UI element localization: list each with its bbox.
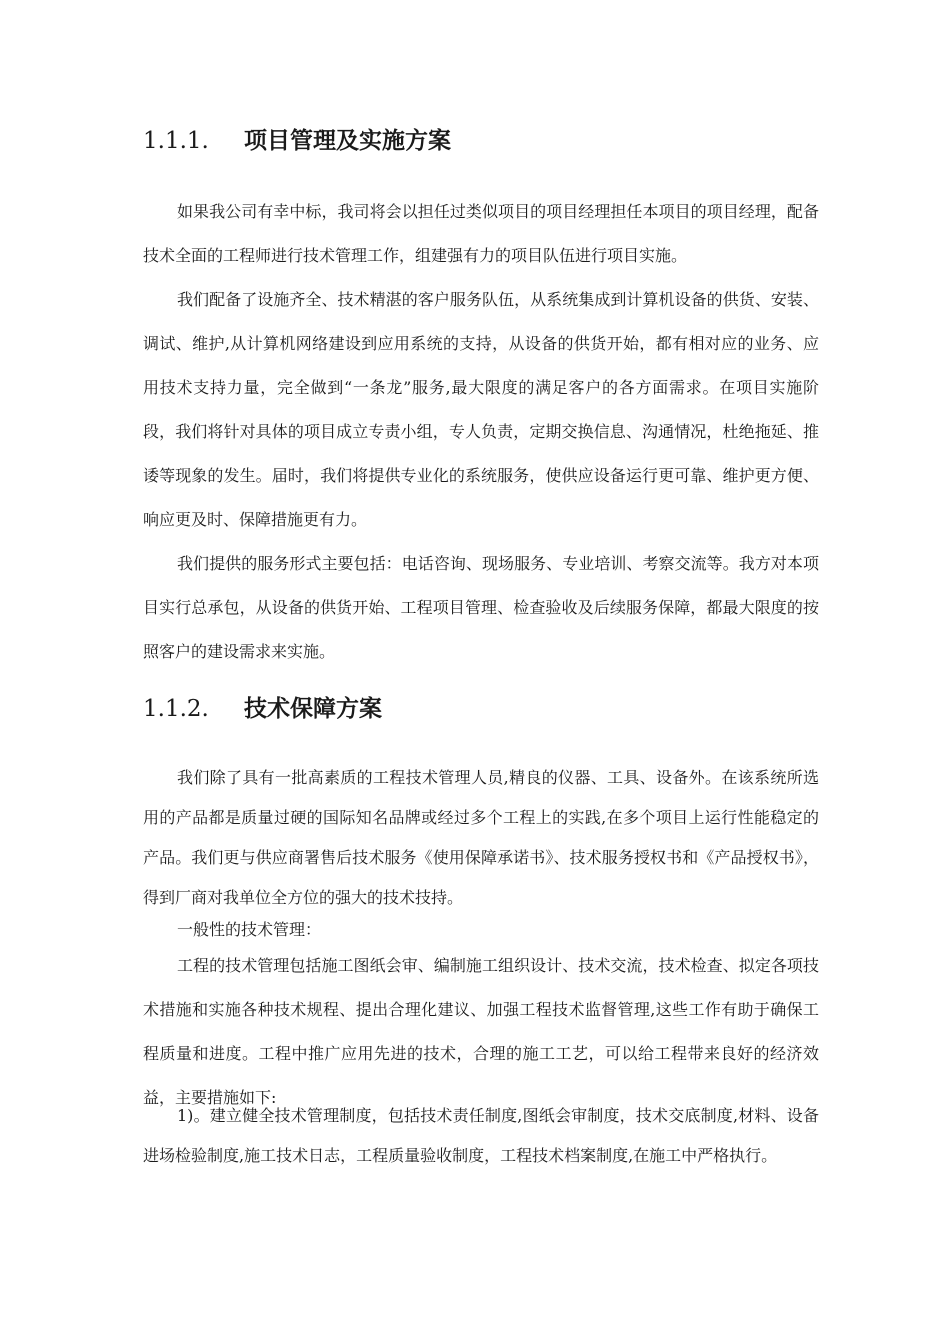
section-number: 1.1.1.	[143, 128, 209, 154]
paragraph: 我们配备了设施齐全、技术精湛的客户服务队伍，从系统集成到计算机设备的供货、安装、调试、维护,从计算机网络建设到应用系统的支持，从设备的供货开始，都有相对应的业务、应用技术支持力量，完全做到“一条龙”服务,最大限度的满足客户的各方面需求。在项目实施阶段，我们将针对具体的项目成立专责小组，专人负责，定期交换信息、沟通情况，杜绝拖延、推诿等现象的发生。届时，我们将提供专业化的系统服务，使供应设备运行更可靠、维护更方便、响应更及时、保障措施更有力。	[143, 290, 819, 529]
paragraph: 我们除了具有一批高素质的工程技术管理人员,精良的仪器、工具、设备外。在该系统所选用的产品都是质量过硬的国际知名品牌或经过多个工程上的实践,在多个项目上运行性能稳定的产品。我们更与供应商署售后技术服务《使用保障承诺书》、技术服务授权书和《产品授权书》，得到厂商对我单位全方位的强大的技术技持。	[143, 768, 819, 907]
list-item: 1)。建立健全技术管理制度，包括技术责任制度,图纸会审制度，技术交底制度,材料、设备进场检验制度,施工技术日志，工程质量验收制度，工程技术档案制度,在施工中严格执行。	[143, 1106, 819, 1165]
section-title: 项目管理及实施方案	[244, 128, 451, 154]
paragraph: 我们提供的服务形式主要包括：电话咨询、现场服务、专业培训、考察交流等。我方对本项目实行总承包，从设备的供货开始、工程项目管理、检查验收及后续服务保障，都最大限度的按照客户的建设需求来实施。	[143, 554, 819, 661]
paragraph: 如果我公司有幸中标，我司将会以担任过类似项目的项目经理担任本项目的项目经理，配备技术全面的工程师进行技术管理工作，组建强有力的项目队伍进行项目实施。	[143, 202, 819, 265]
paragraph: 一般性的技术管理：	[177, 920, 322, 939]
section-title: 技术保障方案	[244, 696, 382, 722]
section-heading-1-1-1	[143, 126, 451, 156]
paragraph: 工程的技术管理包括施工图纸会审、编制施工组织设计、技术交流，技术检查、拟定各项技术措施和实施各种技术规程、提出合理化建议、加强工程技术监督管理,这些工作有助于确保工程质量和进度。工程中推广应用先进的技术，合理的施工工艺，可以给工程带来良好的经济效益，主要措施如下:	[143, 956, 819, 1107]
section-heading-1-1-2	[143, 694, 382, 724]
section-number: 1.1.2.	[143, 696, 209, 722]
